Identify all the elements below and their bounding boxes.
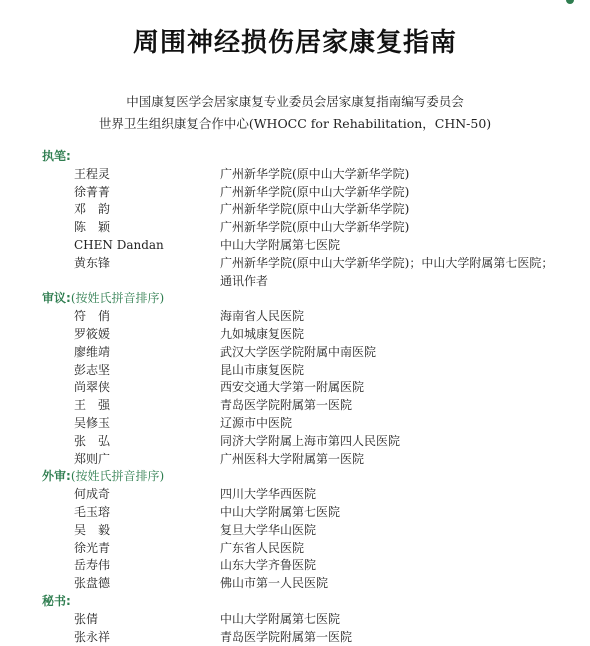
author-row bbox=[42, 557, 562, 575]
author-affiliation: 四川大学华西医院 bbox=[220, 487, 317, 502]
author-affiliation: 复旦大学华山医院 bbox=[220, 522, 317, 537]
author-affiliation: 佛山市第一人民医院 bbox=[220, 576, 329, 591]
author-row bbox=[42, 219, 562, 237]
author-name: 徐菁菁 bbox=[74, 184, 111, 199]
author-name: 张永祥 bbox=[74, 629, 111, 644]
author-affiliation: 中山大学附属第七医院 bbox=[220, 611, 341, 626]
author-row bbox=[42, 433, 562, 451]
page-title: 周围神经损伤居家康复指南 bbox=[132, 28, 457, 58]
author-name: 王 强 bbox=[74, 398, 111, 413]
author-row bbox=[42, 379, 562, 397]
author-affiliation: 武汉大学医学院附属中南医院 bbox=[220, 344, 377, 359]
author-name: CHEN Dandan bbox=[74, 237, 164, 252]
author-name: 张倩 bbox=[74, 611, 99, 626]
author-affiliation: 辽源市中医院 bbox=[220, 415, 293, 430]
author-name: 陈 颖 bbox=[74, 220, 111, 235]
author-name: 郑则广 bbox=[74, 451, 111, 466]
author-row bbox=[42, 522, 562, 540]
author-affiliation: 中山大学附属第七医院 bbox=[220, 504, 341, 519]
author-name: 彭志坚 bbox=[74, 362, 111, 377]
author-name: 邓 韵 bbox=[74, 202, 111, 217]
author-row bbox=[42, 629, 562, 646]
author-row bbox=[42, 326, 562, 344]
author-affiliation: 九如城康复医院 bbox=[220, 326, 305, 341]
author-affiliation: 广州新华学院(原中山大学新华学院) bbox=[220, 202, 410, 217]
section-heading bbox=[42, 468, 562, 486]
section-heading bbox=[42, 593, 562, 611]
section-label: 执笔: bbox=[42, 149, 71, 163]
author-affiliation: 海南省人民医院 bbox=[220, 309, 305, 324]
section-label: 外审: bbox=[42, 469, 71, 484]
author-name: 张 弘 bbox=[74, 433, 111, 448]
author-row bbox=[42, 308, 562, 326]
author-affiliation: 广州新华学院(原中山大学新华学院) bbox=[220, 166, 410, 181]
author-row bbox=[42, 166, 562, 184]
author-row bbox=[42, 575, 562, 593]
author-affiliation: 青岛医学院附属第一医院 bbox=[220, 398, 353, 413]
section-label: 秘书: bbox=[42, 593, 71, 608]
author-name: 廖维靖 bbox=[74, 344, 111, 359]
author-affiliation: 广州新华学院(原中山大学新华学院) bbox=[220, 220, 410, 235]
author-row bbox=[42, 184, 562, 202]
author-list bbox=[42, 148, 562, 646]
author-name: 尚翠侠 bbox=[74, 380, 111, 395]
author-affiliation: 青岛医学院附属第一医院 bbox=[220, 629, 353, 644]
section-heading bbox=[42, 148, 562, 166]
author-row bbox=[42, 362, 562, 380]
author-affiliation: 昆山市康复医院 bbox=[220, 362, 305, 377]
author-row bbox=[42, 237, 562, 255]
author-name: 黄东锋 bbox=[74, 255, 111, 270]
author-row bbox=[42, 504, 562, 522]
author-affiliation: 广州新华学院(原中山大学新华学院) bbox=[220, 184, 410, 199]
author-row bbox=[42, 540, 562, 558]
author-affiliation: 山东大学齐鲁医院 bbox=[220, 558, 317, 573]
author-affiliation: 广州医科大学附属第一医院 bbox=[220, 451, 365, 466]
section-note: (按姓氏拼音排序) bbox=[70, 469, 165, 484]
author-name: 符 俏 bbox=[74, 309, 111, 324]
author-name: 岳寿伟 bbox=[74, 558, 111, 573]
section-heading bbox=[42, 290, 562, 308]
author-affiliation: 广东省人民医院 bbox=[220, 540, 305, 555]
author-row bbox=[42, 486, 562, 504]
author-affiliation: 同济大学附属上海市第四人民医院 bbox=[220, 433, 401, 448]
author-row bbox=[42, 415, 562, 433]
author-name: 吴 毅 bbox=[74, 522, 111, 537]
author-name: 何成奇 bbox=[74, 487, 111, 502]
author-affiliation: 广州新华学院(原中山大学新华学院)；中山大学附属第七医院；通讯作者 bbox=[220, 255, 554, 288]
author-row bbox=[42, 201, 562, 219]
author-affiliation: 西安交通大学第一附属医院 bbox=[220, 380, 365, 395]
author-row bbox=[42, 397, 562, 415]
author-row bbox=[42, 344, 562, 362]
author-row bbox=[42, 611, 562, 629]
subtitle-whocc: 世界卫生组织康复合作中心(WHOCC for Rehabilitation，CHN-50) bbox=[98, 116, 492, 131]
corner-mark bbox=[566, 0, 574, 4]
author-name: 毛玉瑢 bbox=[74, 504, 111, 519]
author-name: 徐光青 bbox=[74, 540, 111, 555]
author-name: 吴修玉 bbox=[74, 415, 111, 430]
author-name: 王程灵 bbox=[74, 166, 111, 181]
author-name: 张盘德 bbox=[74, 576, 111, 591]
author-row bbox=[42, 255, 562, 291]
section-note: (按姓氏拼音排序) bbox=[70, 291, 165, 306]
author-name: 罗筱媛 bbox=[74, 326, 111, 341]
section-label: 审议: bbox=[42, 291, 71, 306]
subtitle-committee: 中国康复医学会居家康复专业委员会居家康复指南编写委员会 bbox=[126, 94, 464, 109]
author-row bbox=[42, 451, 562, 469]
author-affiliation: 中山大学附属第七医院 bbox=[220, 237, 341, 252]
